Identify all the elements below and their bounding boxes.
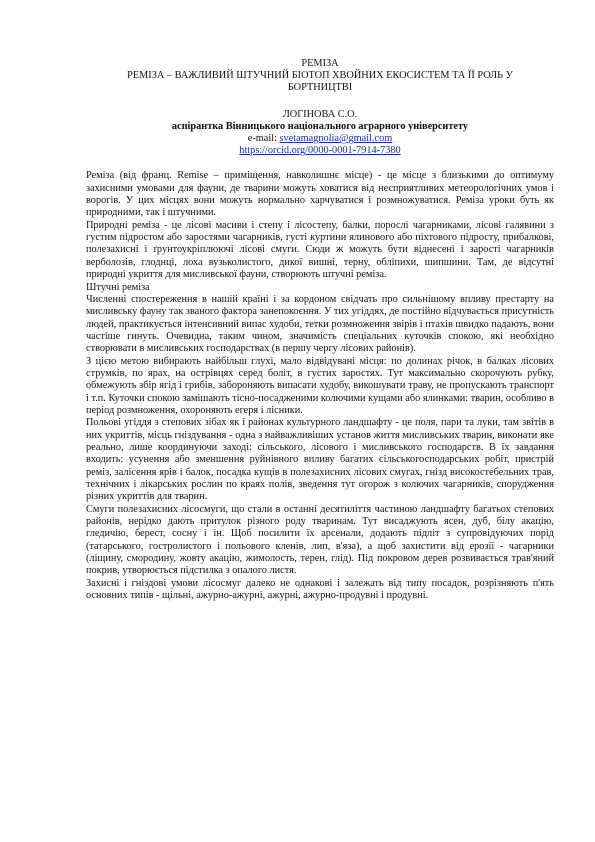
orcid-line: [86, 145, 554, 157]
paper-subtitle-line-1: РЕМІЗА – ВАЖЛИВИЙ ШТУЧНИЙ БІОТОП ХВОЙНИХ ЕКОСИСТЕМ ТА ЇЇ РОЛЬ У: [127, 70, 513, 82]
orcid-link[interactable]: https://orcid.org/0000-0001-7914-7380: [239, 145, 401, 157]
paragraph-shelterbelts: Смуги полезахисних лісосмуги, що стали в останні десятиліття частиною ландшафту багатьох степових районів, нерідко дають притулок різного роду тваринам. Тут висаджують ясен, дуб, білу акацію, гледичію, берест, сосну і ін. Щоб посилити їх арсенали, додають підліт з супровідуючих порід (татарського, гостролистого і польового кленів, лип, в'яза), а щоб захистити від ерозії - чагарники (ліщину, смородину, жовту акацію, жимолость, терен, глід). Під покровом дерев розвивається трав'яний покрив, утворюється підстилка з опалого листя.: [86, 503, 554, 577]
header-spacer: [86, 95, 554, 109]
author-email-line: [86, 133, 554, 145]
author-name: ЛОГІНОВА С.О.: [282, 108, 358, 120]
paragraph-quiet-corners: З цією метою вибирають найбільш глухі, мало відвідувані місця: по долинах річок, в балках лісових струмків, по ярах, на острівцях серед боліт, в густих заростях. Тут максимально скорочують рубку, обмежують збір ягід і грибів, забороняють випасати худобу, викошувати траву, не пропускають транспорт і т.п. Куточки спокою замішають тісно-посадженими колючими кущами або ялинками: тварин, особливо в період розмноження, охороняють егеря і лісники.: [86, 355, 554, 416]
body-spacer: [86, 157, 554, 170]
paragraph-disturbance-factor: Численні спостереження в нашій країні і за кордоном свідчать про сильнішому впливу престарту на мисливську фауну так званого фактора занепокоєння. У тих угіддях, де постійно відчувається присутність людей, практикується інтенсивний випас худоби, тетки розмноження звірів і птахів швидко падають, вони частіше гинуть. Очевидна, таким чином, значимість спеціальних куточків спокою, які необхідно створювати в мисливських господарствах (в першу чергу лісових районів).: [86, 293, 554, 355]
paragraph-field-lands: Польові угіддя з степових зібах як і районах культурного ландшафту - це поля, пари та луки, там звітів в них укриттів, місць гніздування - одна з найважливіших установ життя мисливських тварин, виконати яке реально, лише координуючи заході: сільського, лісового і мисливського господарств. В їх завдання входить: усунення або зменшення руйнівного впливу багатих сільськогосподарських робіт, пристрій реміз, залісення ярів і балок, посадка кущів в полезахисних лісових смугах, гнізд високостебельних трав, технічних і лікарських рослин по краях полів, зведення тут огорож з колючих чагарників, спорудження різних укриттів для тварин.: [86, 417, 554, 503]
paragraph-natural-remises: Природні реміза - це лісові масиви і степу і лісостепу, балки, порослі чагарниками, лісові галявини з густим підростом або заростями чагарників, густі куртини ялинового або піхтового підросту, прибалкові, полезахисні і ґрунтоукріплюючі лісові смуги. Сюди ж можуть бути віднесені і зарості чагарників верболозів, глоднці, лоха вузьколистого, дикої вишні, терну, обліпихи, шипшини. Там, де відсутні природні укриття для мисливської фауни, створюють штучні реміза.: [86, 219, 554, 281]
paragraph-definition: Реміза (від франц. Remise – приміщення, навколишнє місце) - це місце з близькими до оптимуму захисними умовами для фауни, де тварини можуть ховатися від несприятливих метеорологічних умов і ворогів. У цих місцях вони можуть нормально харчуватися і розмножуватися. Реміза уроки буть як природними, так і штучними.: [86, 170, 554, 219]
paper-header: [86, 58, 554, 157]
paper-title: РЕМІЗА: [301, 58, 339, 69]
email-link[interactable]: svetamagnolia@gmail.com: [279, 133, 393, 145]
author-affiliation: аспірантка Вінницького національного аграрного університету: [171, 120, 469, 132]
paragraph-shelterbelt-types: Захисні і гніздові умови лісосмуг далеко не однакові і залежать від типу посадок, розрізняють п'ять основних типів - щільні, ажурно-ажурні, ажурні, ажурно-продувні і продувні.: [86, 577, 554, 602]
paper-subtitle-line-2: БОРТНИЦТВІ: [287, 82, 353, 94]
email-label: e-mail:: [247, 133, 280, 145]
paper-body: [86, 170, 554, 602]
section-heading-artificial: Штучні реміза: [86, 281, 150, 293]
paper-page: [86, 58, 554, 602]
